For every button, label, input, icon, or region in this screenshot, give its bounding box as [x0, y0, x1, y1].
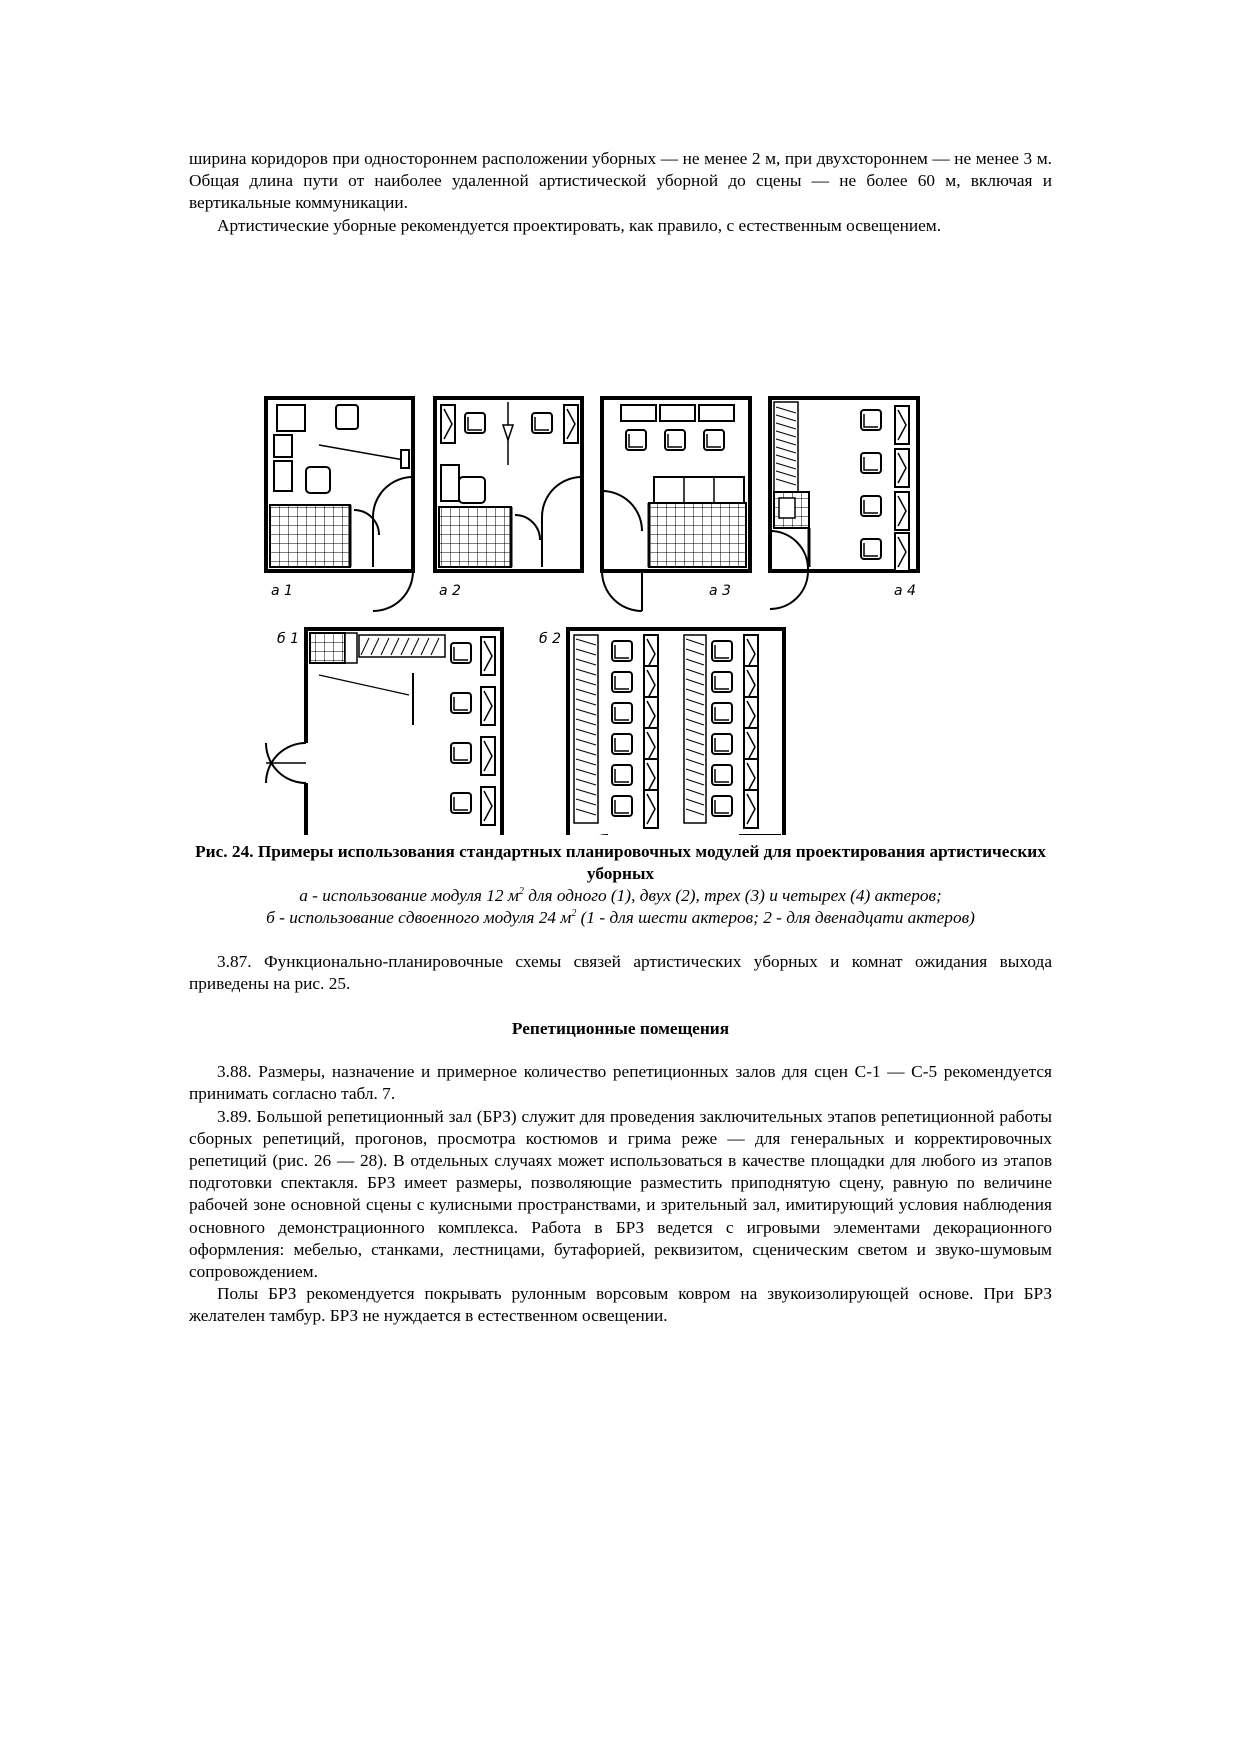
paragraph-floors: Полы БРЗ рекомендуется покрывать рулонным ворсовым ковром на звукоизолирующей основе. При БРЗ желателен тамбур. БРЗ не нуждается в естественном освещении. — [189, 1284, 1052, 1326]
plan-a3 — [602, 398, 750, 611]
plan-b2 — [539, 629, 784, 835]
document-page — [189, 148, 1052, 1328]
plan-b1 — [266, 629, 502, 835]
paragraph-lighting: Артистические уборные рекомендуется проектировать, как правило, с естественным освещением. — [217, 215, 942, 235]
label-a3: а 3 — [709, 582, 731, 599]
label-b2: б 2 — [539, 630, 561, 647]
label-a1: а 1 — [271, 582, 293, 599]
plan-a2 — [435, 398, 582, 599]
floor-plans-drawing — [189, 255, 1052, 835]
paragraph-3-88: 3.88. Размеры, назначение и примерное количество репетиционных залов для сцен С-1 — С-5 рекомендуется принимать согласно табл. 7. — [189, 1062, 1052, 1104]
figure-24 — [189, 255, 1052, 835]
paragraph-3-87: 3.87. Функционально-планировочные схемы связей артистических уборных и комнат ожидания выхода приведены на рис. 25. — [189, 951, 1052, 994]
caption-line-b: б - использование сдвоенного модуля 24 $м^2$ (1 - для шести актеров; 2 - для двенадцати актеров) — [266, 907, 975, 927]
paragraph-corridors: ширина коридоров при одностороннем расположении уборных — не менее 2 м, при двухстороннем — не менее 3 м. Общая длина пути от наиболее удаленной артистической уборной до сцены — не более 60 м, включая и вертикальные коммуникации. — [189, 149, 1052, 213]
caption-line-a: а - использование модуля 12 $м^2$ для одного (1), двух (2), трех (3) и четырех (4) актеров; — [299, 885, 942, 905]
caption-title: Рис. 24. Примеры использования стандартных планировочных модулей для проектирования артистических уборных — [195, 841, 1046, 883]
label-b1: б 1 — [277, 630, 299, 647]
plan-a4 — [770, 398, 918, 609]
plan-a1 — [266, 398, 413, 611]
label-a4: а 4 — [894, 582, 916, 599]
section-heading: Репетиционные помещения — [511, 1019, 730, 1039]
figure-caption — [189, 841, 1052, 929]
paragraph-3-89: 3.89. Большой репетиционный зал (БРЗ) служит для проведения заключительных этапов репетиционной работы сборных репетиций, прогонов, просмотра костюмов и грима реже — для генеральных и корректировочных репетиций (рис. 26 — 28). В отдельных случаях может использоваться в качестве площадки для любого из этапов подготовки спектакля. БРЗ имеет размеры, позволяющие разместить приподнятую сцену, равную по величине рабочей зоне основной сцены с кулисными пространствами, и зрительный зал, имитирующий условия наблюдения основного демонстрационного комплекса. Работа в БРЗ ведется с игровыми элементами декорационного оформления: мебелью, станками, лестницами, бутафорией, реквизитом, сценическим светом и звуко-шумовым сопровождением. — [189, 1106, 1052, 1282]
label-a2: а 2 — [439, 582, 461, 599]
